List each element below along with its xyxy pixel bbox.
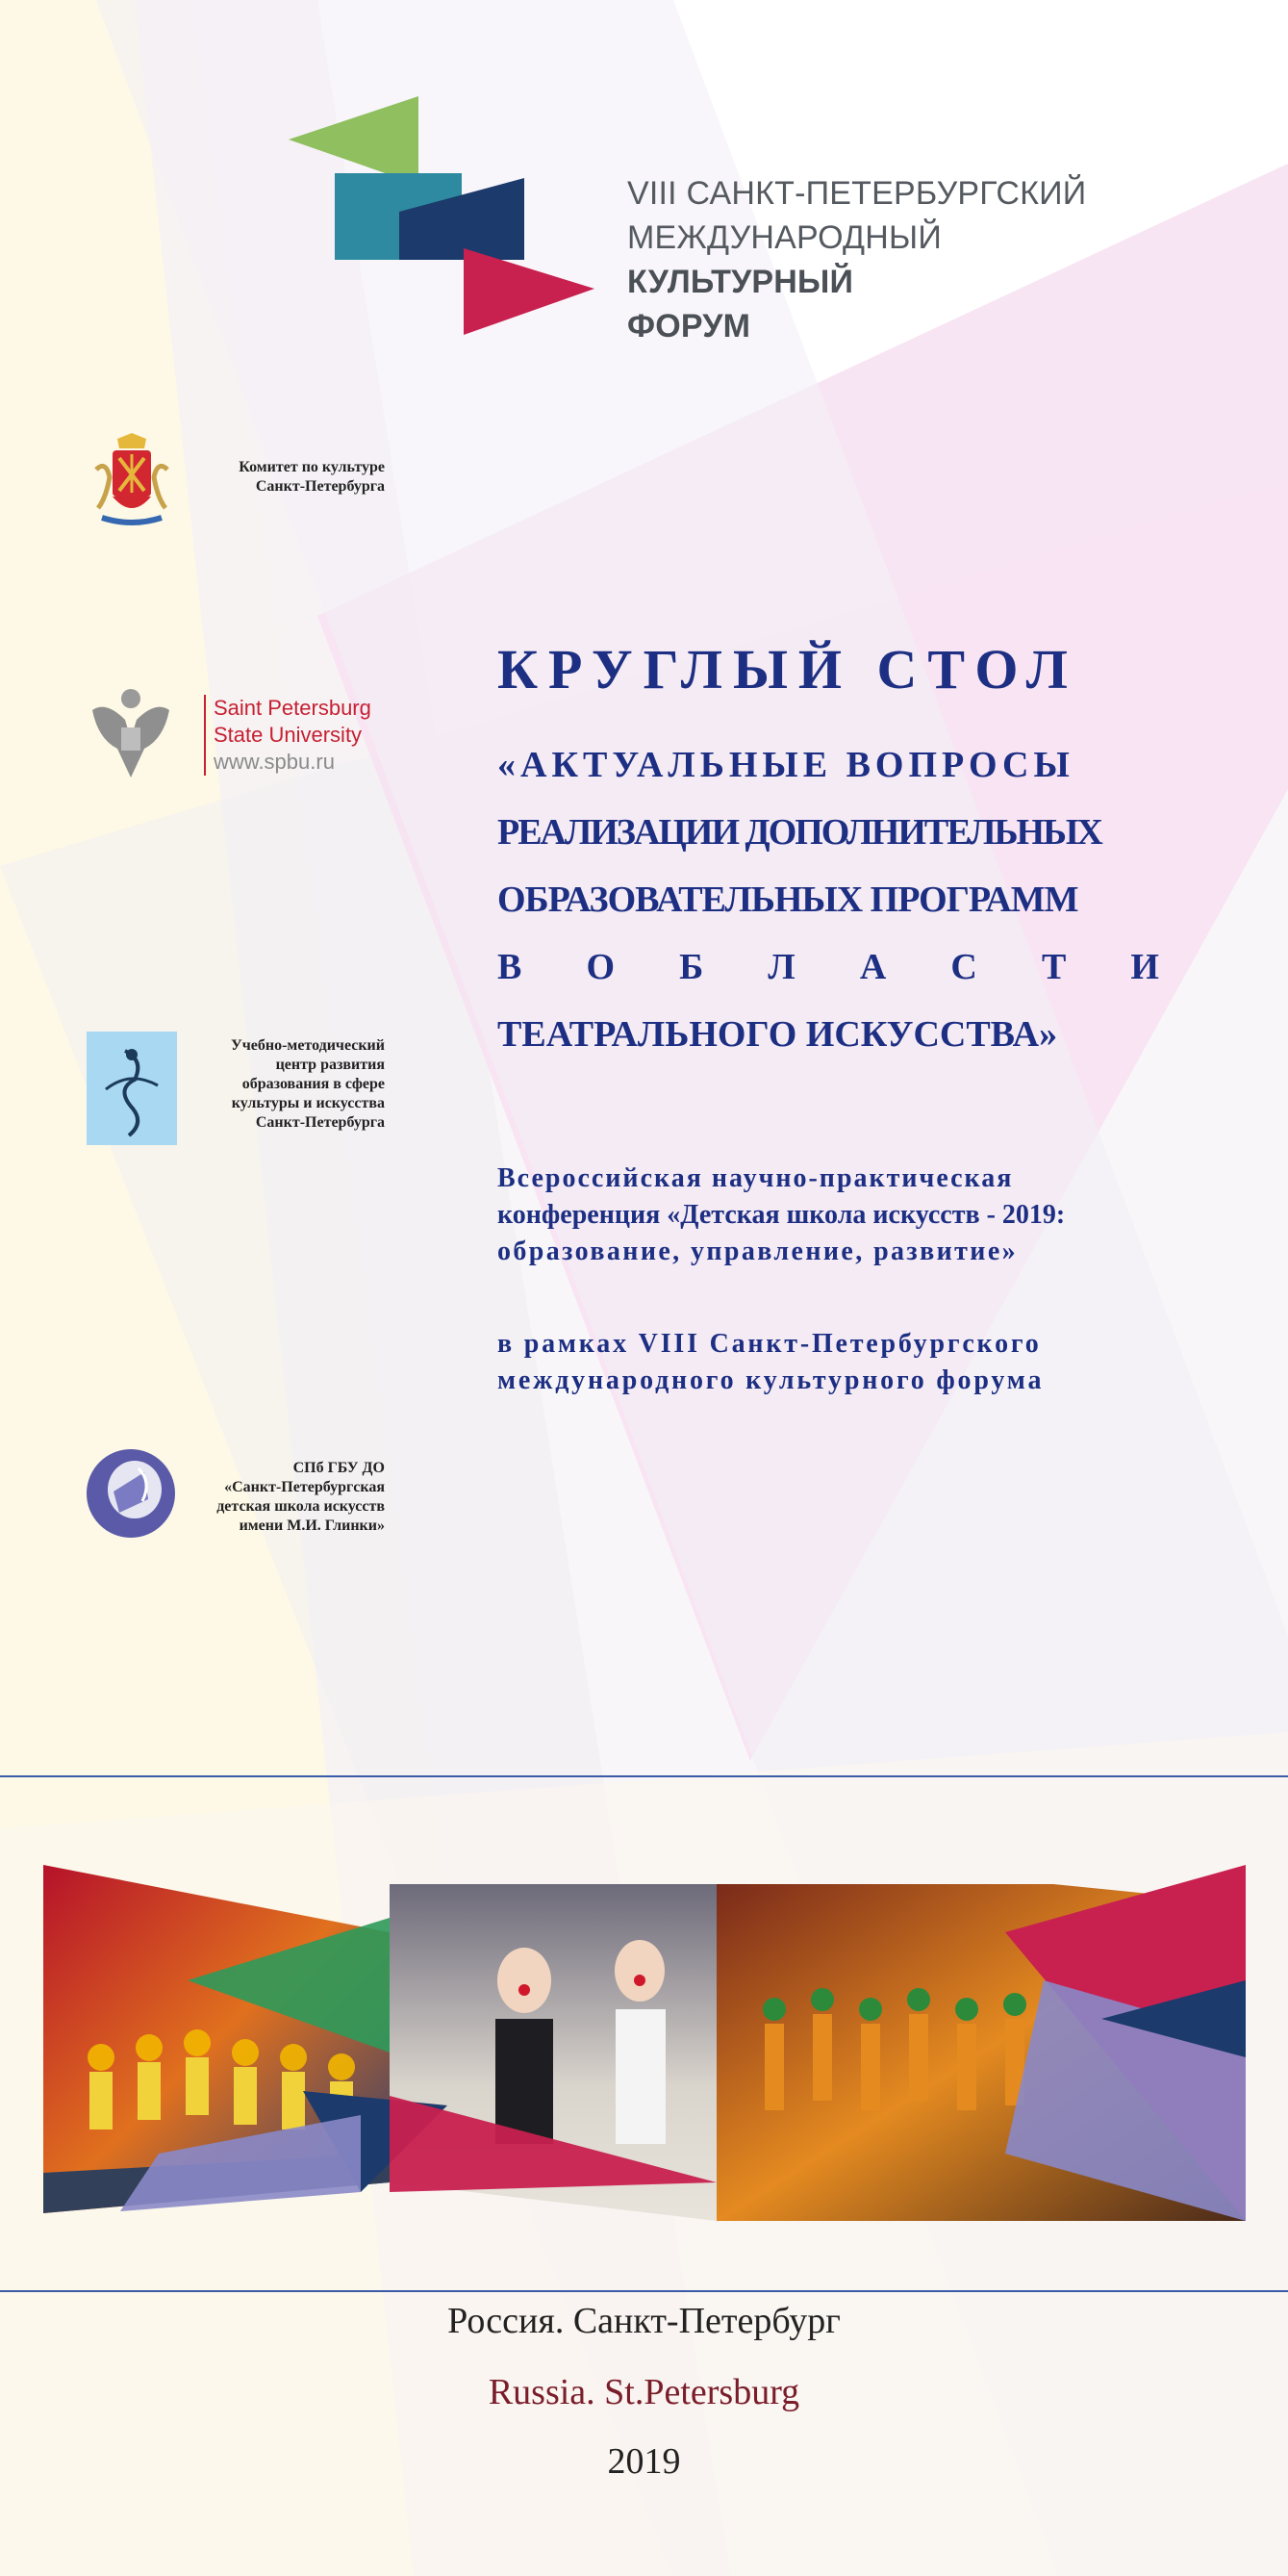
school-line-1: СПб ГБУ ДО bbox=[292, 1460, 385, 1476]
subtitle-line-3: ОБРАЗОВАТЕЛЬНЫХ ПРОГРАММ bbox=[497, 880, 1078, 920]
subtitle-letter-2: Б bbox=[679, 947, 704, 987]
method-center-logo-icon bbox=[87, 1032, 177, 1145]
forum-line-3: КУЛЬТУРНЫЙ bbox=[627, 264, 854, 300]
top-divider bbox=[0, 1775, 1288, 1777]
subtitle-letter-5: С bbox=[950, 947, 977, 987]
subtitle-word-v: В bbox=[497, 947, 522, 987]
forum-logo-icon bbox=[289, 96, 606, 337]
framework-text bbox=[497, 1326, 1161, 1399]
spbu-url: www.spbu.ru bbox=[214, 750, 335, 774]
method-center-line-1: Учебно-методический bbox=[231, 1037, 385, 1054]
year: 2019 bbox=[607, 2441, 681, 2482]
method-center-line-3: образования в сфере bbox=[241, 1076, 385, 1092]
round-table-title: КРУГЛЫЙ СТОЛ bbox=[497, 638, 1078, 701]
conference-line-2: конференция «Детская школа искусств - 2019: bbox=[497, 1200, 1066, 1230]
subtitle-line-4 bbox=[497, 933, 1159, 1001]
forum-line-4: ФОРУМ bbox=[627, 308, 751, 344]
forum-title bbox=[627, 171, 1086, 348]
location-en: Russia. St.Petersburg bbox=[488, 2372, 800, 2412]
method-center-line-5: Санкт-Петербурга bbox=[255, 1114, 385, 1131]
subtitle-letter-7: И bbox=[1130, 947, 1159, 987]
photo-collage bbox=[43, 1865, 1246, 2221]
school-line-4: имени М.И. Глинки» bbox=[239, 1518, 385, 1534]
spbu-label bbox=[204, 695, 371, 776]
subtitle-letter-1: О bbox=[586, 947, 616, 987]
spbu-line-1: Saint Petersburg bbox=[214, 696, 371, 720]
forum-line-2: МЕЖДУНАРОДНЫЙ bbox=[627, 219, 942, 256]
school-line-2: «Санкт-Петербургская bbox=[224, 1479, 385, 1495]
school-label bbox=[183, 1459, 385, 1536]
committee-line-1: Комитет по культуре bbox=[239, 459, 385, 475]
subtitle-line-1: «АКТУАЛЬНЫЕ ВОПРОСЫ bbox=[497, 745, 1074, 785]
committee-label bbox=[192, 458, 385, 497]
bottom-divider bbox=[0, 2290, 1288, 2292]
subtitle-letter-6: Т bbox=[1041, 947, 1067, 987]
spbu-eagle-icon bbox=[87, 681, 175, 787]
forum-line-1: VIII САНКТ-ПЕТЕРБУРГСКИЙ bbox=[627, 175, 1087, 212]
subtitle-letter-3: Л bbox=[768, 947, 796, 987]
spbu-line-2: State University bbox=[214, 723, 363, 747]
conference-line-1: Всероссийская научно-практическая bbox=[497, 1163, 1014, 1193]
method-center-line-4: культуры и искусства bbox=[231, 1095, 385, 1111]
subtitle-line-5: ТЕАТРАЛЬНОГО ИСКУССТВА» bbox=[497, 1014, 1058, 1055]
method-center-label bbox=[183, 1036, 385, 1133]
event-subtitle bbox=[497, 731, 1161, 1068]
method-center-line-2: центр развития bbox=[275, 1057, 385, 1073]
framework-line-1: в рамках VIII Санкт-Петербургского bbox=[497, 1329, 1042, 1359]
subtitle-letter-4: А bbox=[859, 947, 887, 987]
subtitle-line-2: РЕАЛИЗАЦИИ ДОПОЛНИТЕЛЬНЫХ bbox=[497, 812, 1101, 853]
committee-line-2: Санкт-Петербурга bbox=[255, 478, 385, 495]
school-logo-icon bbox=[85, 1443, 177, 1540]
spb-coat-of-arms-icon bbox=[88, 431, 175, 527]
conference-line-3: образование, управление, развитие» bbox=[497, 1237, 1019, 1266]
framework-line-2: международного культурного форума bbox=[497, 1365, 1045, 1395]
conference-text bbox=[497, 1160, 1161, 1270]
school-line-3: детская школа искусств bbox=[216, 1498, 385, 1515]
location-ru: Россия. Санкт-Петербург bbox=[447, 2301, 841, 2341]
